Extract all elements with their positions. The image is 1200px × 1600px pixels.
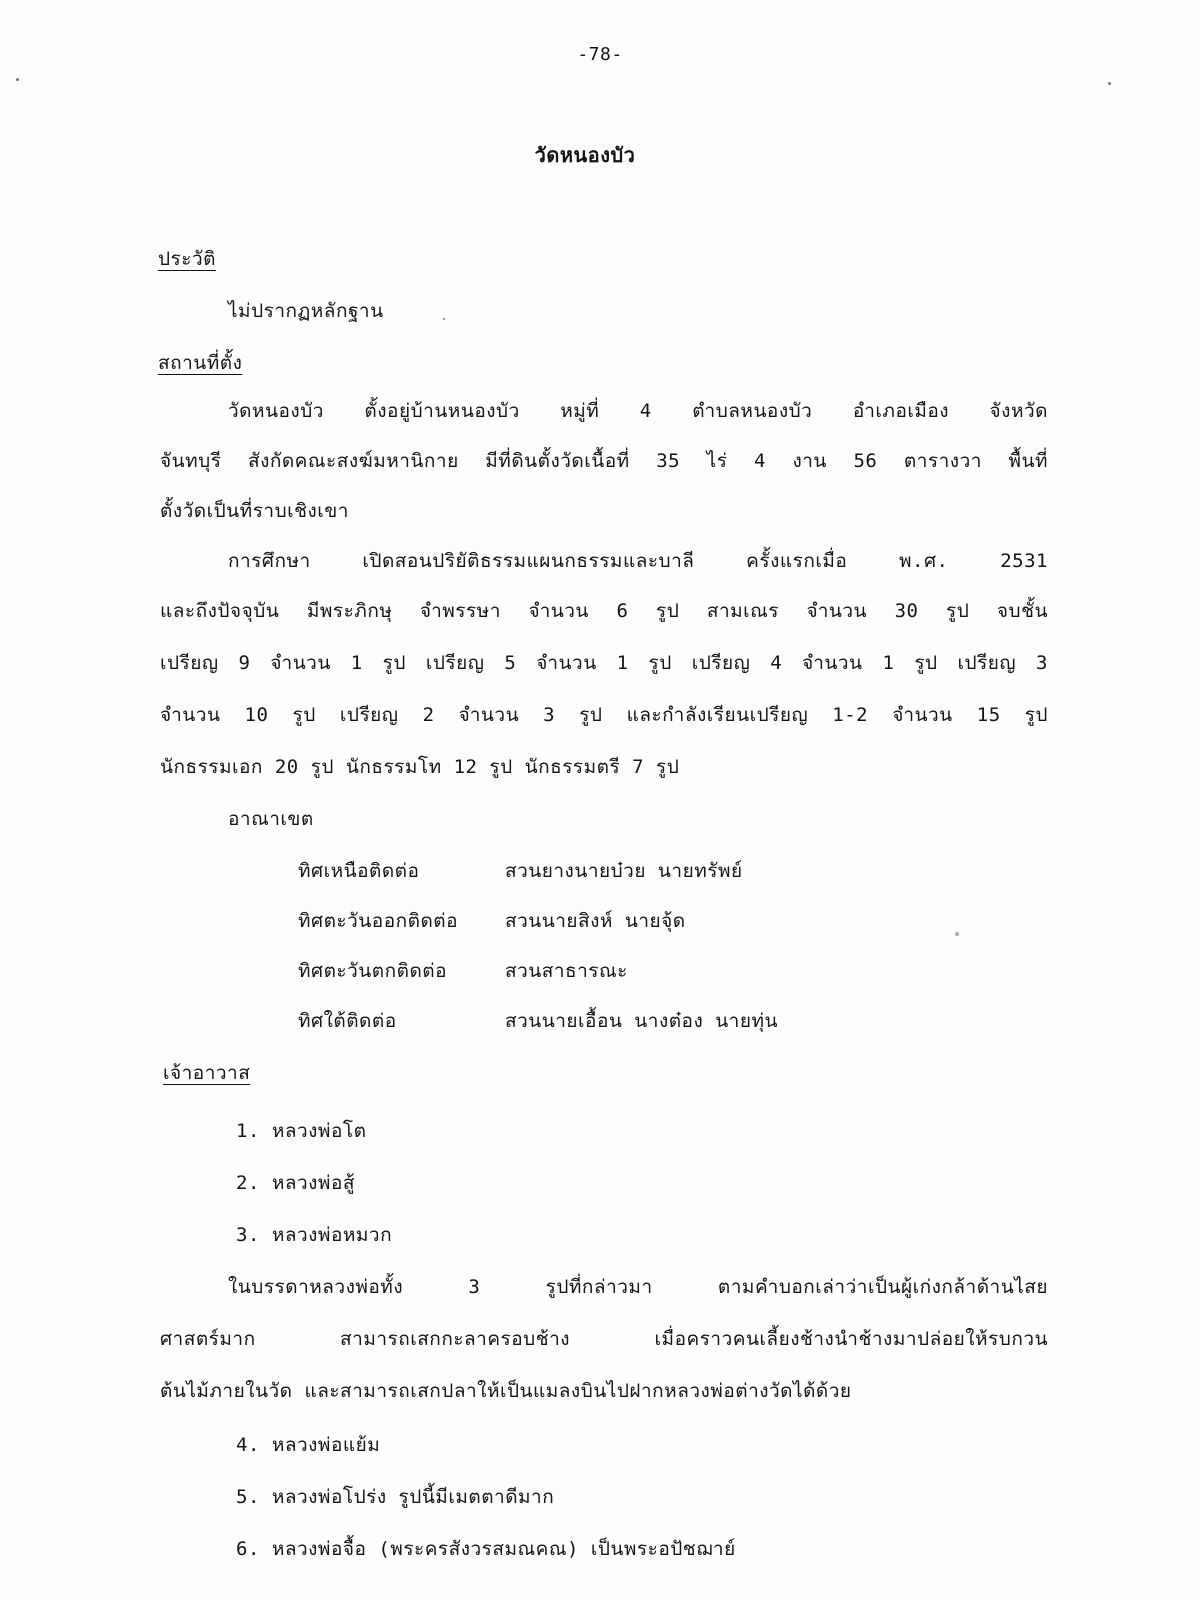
- abbot-item: 5. หลวงพ่อโปร่ง รูปนี้มีเมตตาดีมาก: [236, 1486, 555, 1508]
- boundary-value: สวนสาธารณะ: [505, 960, 628, 982]
- education-line-1: การศึกษา เปิดสอนปริยัติธรรมแผนกธรรมและบาลี ครั้งแรกเมื่อ พ.ศ. 2531: [228, 550, 1048, 572]
- abbots-heading: เจ้าอาวาส: [163, 1062, 251, 1084]
- education-line-4: จำนวน 10 รูป เปรียญ 2 จำนวน 3 รูป และกำลังเรียนเปรียญ 1-2 จำนวน 15 รูป: [160, 704, 1048, 726]
- boundary-value: สวนยางนายบ๋วย นายทรัพย์: [505, 860, 743, 882]
- education-line-5: นักธรรมเอก 20 รูป นักธรรมโท 12 รูป นักธรรมตรี 7 รูป: [160, 756, 680, 778]
- abbots-story-line-2: ศาสตร์มาก สามารถเสกกะลาครอบช้าง เมื่อคราวคนเลี้ยงช้างนำช้างมาปล่อยให้รบกวน: [160, 1328, 1048, 1350]
- boundary-value: สวนนายสิงห์ นายจุ้ด: [505, 910, 686, 932]
- history-text: ไม่ปรากฏหลักฐาน: [228, 300, 384, 322]
- page-number: -78-: [577, 44, 623, 65]
- abbot-item: 2. หลวงพ่อสู้: [236, 1172, 355, 1194]
- abbot-item: 3. หลวงพ่อหมวก: [236, 1224, 393, 1246]
- boundary-label: ทิศตะวันตกติดต่อ: [298, 960, 448, 982]
- location-line-1: วัดหนองบัว ตั้งอยู่บ้านหนองบัว หมู่ที่ 4 ตำบลหนองบัว อำเภอเมือง จังหวัด: [228, 400, 1048, 422]
- abbot-item: 4. หลวงพ่อแย้ม: [236, 1434, 381, 1456]
- boundary-value: สวนนายเอื้อน นางต๋อง นายทุ่น: [505, 1010, 778, 1032]
- boundary-label: ทิศเหนือติดต่อ: [298, 860, 420, 882]
- education-line-3: เปรียญ 9 จำนวน 1 รูป เปรียญ 5 จำนวน 1 รูป เปรียญ 4 จำนวน 1 รูป เปรียญ 3: [160, 652, 1048, 674]
- location-line-2: จันทบุรี สังกัดคณะสงฆ์มหานิกาย มีที่ดินตั้งวัดเนื้อที่ 35 ไร่ 4 งาน 56 ตารางวา พื้นที่: [160, 450, 1048, 472]
- abbot-item: 6. หลวงพ่อจื้อ (พระครสังวรสมณคณ) เป็นพระอปัชฌาย์: [236, 1538, 736, 1560]
- abbots-story-line-3: ต้นไม้ภายในวัด และสามารถเสกปลาให้เป็นแมลงบินไปฝากหลวงพ่อต่างวัดได้ด้วย: [160, 1380, 852, 1402]
- abbot-item: 1. หลวงพ่อโต: [236, 1120, 367, 1142]
- boundaries-heading: อาณาเขต: [228, 808, 314, 830]
- scan-speck: [955, 932, 959, 936]
- education-line-2: และถึงปัจจุบัน มีพระภิกษุ จำพรรษา จำนวน 6 รูป สามเณร จำนวน 30 รูป จบชั้น: [160, 600, 1048, 622]
- scan-speck: [443, 318, 445, 320]
- page-title: วัดหนองบัว: [534, 143, 636, 167]
- abbots-story-line-1: ในบรรดาหลวงพ่อทั้ง 3 รูปที่กล่าวมา ตามคำบอกเล่าว่าเป็นผู้เก่งกล้าด้านไสย: [228, 1276, 1048, 1298]
- boundary-label: ทิศใต้ติดต่อ: [298, 1010, 397, 1032]
- history-heading: ประวัติ: [158, 248, 216, 270]
- scan-speck: [1108, 82, 1111, 85]
- boundary-label: ทิศตะวันออกติดต่อ: [298, 910, 459, 932]
- location-heading: สถานที่ตั้ง: [158, 352, 243, 374]
- location-line-3: ตั้งวัดเป็นที่ราบเชิงเขา: [160, 500, 349, 522]
- scan-speck: [16, 78, 19, 81]
